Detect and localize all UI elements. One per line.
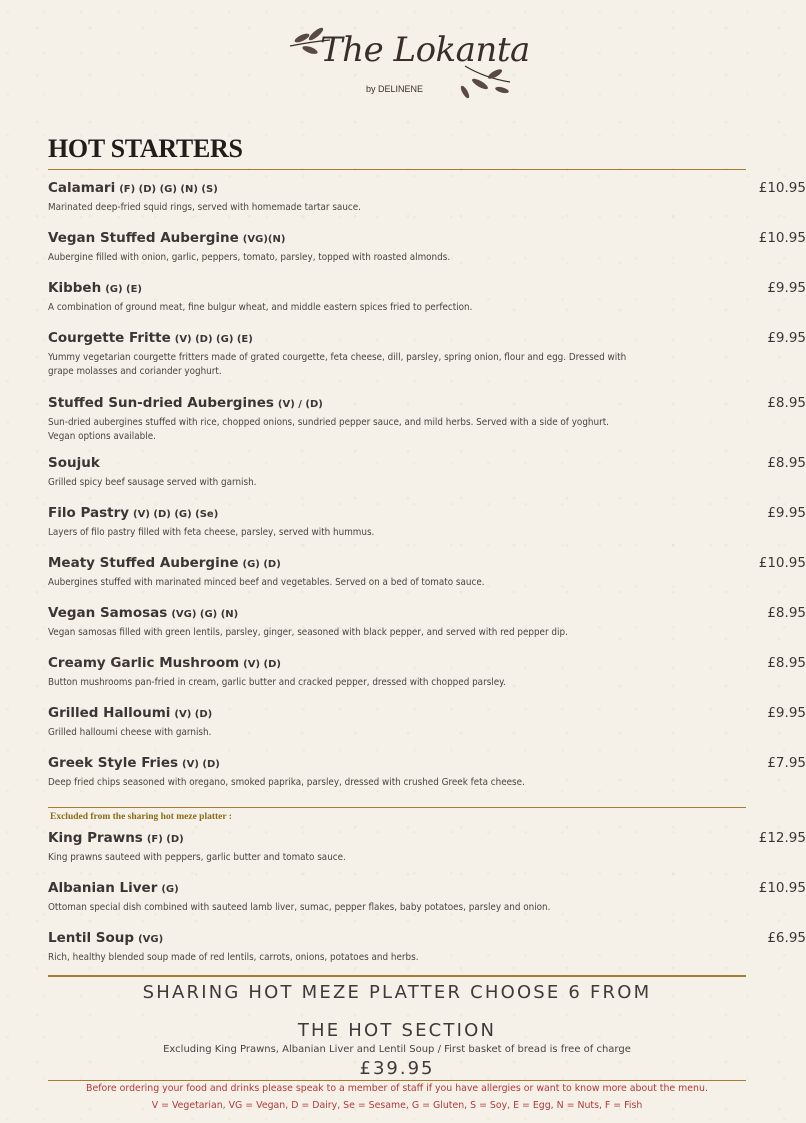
item-description: Vegan samosas filled with green lentils, parsley, ginger, seasoned with black pepper, and served with red pepper dip.	[48, 627, 568, 638]
brand-logo	[290, 16, 530, 108]
menu-item	[48, 930, 806, 965]
menu-item	[48, 880, 806, 915]
item-name: Creamy Garlic Mushroom	[48, 655, 240, 671]
menu-item	[48, 455, 806, 490]
item-description: Rich, healthy blended soup made of red lentils, carrots, onions, potatoes and herbs.	[48, 952, 419, 963]
menu-item	[48, 655, 806, 690]
allergen-legend: V = Vegetarian, VG = Vegan, D = Dairy, Se = Sesame, G = Gluten, S = Soy, E = Egg, N = Nuts, F = Fish	[151, 1100, 643, 1111]
brand-subtitle: by DELINENE	[366, 84, 424, 94]
menu-item	[48, 605, 806, 640]
item-description: Layers of filo pastry filled with feta cheese, parsley, served with hummus.	[48, 527, 375, 538]
item-allergens: (V) (D) (G) (Se)	[133, 509, 219, 520]
item-allergens: (F) (D) (G) (N) (S)	[119, 184, 218, 195]
item-price: £8.95	[767, 655, 806, 671]
item-description: Grilled halloumi cheese with garnish.	[48, 727, 212, 738]
item-name: Meaty Stuffed Aubergine	[48, 555, 239, 571]
item-allergens: (V) / (D)	[277, 399, 323, 410]
item-description: Marinated deep-fried squid rings, served with homemade tartar sauce.	[48, 202, 361, 213]
menu-item	[48, 180, 806, 215]
item-allergens: (V) (D) (G) (E)	[174, 334, 253, 345]
platter-note: Excluding King Prawns, Albanian Liver and Lentil Soup / First basket of bread is free of charge	[163, 1044, 631, 1055]
item-name: King Prawns	[48, 830, 143, 846]
item-price: £10.95	[758, 180, 806, 196]
item-name: Stuffed Sun-dried Aubergines	[48, 395, 274, 411]
item-description: Aubergine filled with onion, garlic, peppers, tomato, parsley, topped with roasted almonds.	[48, 252, 451, 263]
item-price: £10.95	[758, 230, 806, 246]
item-price: £7.95	[767, 755, 806, 771]
platter-price: £39.95	[359, 1058, 435, 1079]
item-allergens: (VG)(N)	[242, 234, 286, 245]
item-price: £9.95	[767, 505, 806, 521]
item-allergens: (F) (D)	[146, 834, 184, 845]
item-name: Vegan Stuffed Aubergine	[48, 230, 239, 246]
item-description: Ottoman special dish combined with sauteed lamb liver, sumac, pepper flakes, baby potatoes, parsley and onion.	[48, 902, 551, 913]
brand-name: The Lokanta	[320, 30, 530, 70]
item-price: £8.95	[767, 605, 806, 621]
item-name: Calamari	[48, 180, 116, 196]
item-allergens: (V) (D)	[182, 759, 220, 770]
item-description: Sun-dried aubergines stuffed with rice, chopped onions, sundried pepper sauce, and mild herbs. Served with a side of yoghurt. Vegan options available.	[48, 417, 609, 442]
item-name: Soujuk	[48, 455, 100, 471]
divider	[48, 807, 746, 808]
menu-item	[48, 705, 806, 740]
menu-item	[48, 555, 806, 590]
item-name: Courgette Fritte	[48, 330, 171, 346]
divider	[48, 975, 746, 977]
item-price: £9.95	[767, 330, 806, 346]
item-price: £10.95	[758, 555, 806, 571]
item-name: Vegan Samosas	[48, 605, 168, 621]
item-allergens: (G) (E)	[105, 284, 142, 295]
menu-item	[48, 395, 806, 444]
item-description: Yummy vegetarian courgette fritters made of grated courgette, feta cheese, dill, parsley, spring onion, flour and egg. Dressed with grape molasses and coriander yoghurt.	[48, 352, 627, 377]
menu-item	[48, 830, 806, 865]
item-name: Grilled Halloumi	[48, 705, 171, 721]
item-price: £9.95	[767, 280, 806, 296]
item-description: Aubergines stuffed with marinated minced beef and vegetables. Served on a bed of tomato sauce.	[48, 577, 485, 588]
platter-title: SHARING HOT MEZE PLATTER CHOOSE 6 FROM	[142, 982, 652, 1003]
item-price: £10.95	[758, 880, 806, 896]
menu-item	[48, 330, 806, 379]
item-description: Grilled spicy beef sausage served with garnish.	[48, 477, 257, 488]
section-title: HOT STARTERS	[48, 134, 243, 163]
item-name: Filo Pastry	[48, 505, 130, 521]
item-allergens: (VG)	[138, 934, 164, 945]
item-name: Greek Style Fries	[48, 755, 179, 771]
item-name: Albanian Liver	[48, 880, 158, 896]
platter-subtitle: THE HOT SECTION	[297, 1020, 497, 1041]
allergy-notice: Before ordering your food and drinks please speak to a member of staff if you have allergies or want to know more about the menu.	[86, 1083, 708, 1094]
excluded-note: Excluded from the sharing hot meze platter :	[50, 812, 232, 822]
item-allergens: (G)	[161, 884, 179, 895]
item-allergens: (VG) (G) (N)	[171, 609, 239, 620]
divider	[48, 1080, 746, 1081]
item-description: A combination of ground meat, fine bulgur wheat, and middle eastern spices fried to perfection.	[48, 302, 473, 313]
menu-item	[48, 505, 806, 540]
item-price: £8.95	[767, 455, 806, 471]
menu-item	[48, 230, 806, 265]
item-price: £12.95	[758, 830, 806, 846]
item-price: £9.95	[767, 705, 806, 721]
item-name: Kibbeh	[48, 280, 102, 296]
item-allergens: (V) (D)	[243, 659, 281, 670]
item-allergens: (G) (D)	[242, 559, 281, 570]
item-description: Button mushrooms pan-fried in cream, garlic butter and cracked pepper, dressed with chopped parsley.	[48, 677, 506, 688]
menu-item	[48, 280, 806, 315]
item-name: Lentil Soup	[48, 930, 135, 946]
item-allergens: (V) (D)	[174, 709, 213, 720]
menu-item	[48, 755, 806, 790]
item-description: King prawns sauteed with peppers, garlic butter and tomato sauce.	[48, 852, 346, 863]
item-price: £6.95	[767, 930, 806, 946]
item-description: Deep fried chips seasoned with oregano, smoked paprika, parsley, dressed with crushed Greek feta cheese.	[48, 777, 525, 788]
item-price: £8.95	[767, 395, 806, 411]
divider	[48, 169, 746, 170]
